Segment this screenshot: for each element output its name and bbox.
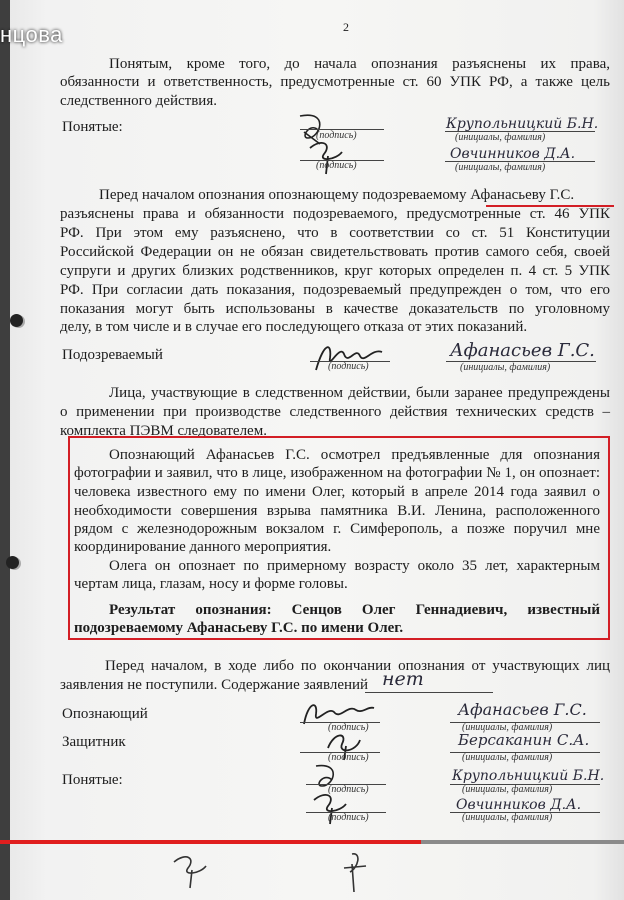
sign-caption-suspect: (подпись): [328, 361, 369, 372]
name-line: [446, 361, 596, 362]
boxed-line-8: чертам лица, глазам, носу и форме головы.: [74, 576, 348, 592]
boxed-line-5: рядом с железнодорожным вокзалом г. Симферополь, а позже поручил мне: [74, 521, 600, 537]
video-progress-bar[interactable]: [0, 840, 624, 844]
boxed-line-6: координирование данного мероприятия.: [74, 539, 332, 555]
signature-bottom-1: [170, 850, 230, 890]
defender-name-handwritten: Берсаканин С.А.: [458, 731, 590, 749]
witness-name-3: Крупольницкий Б.Н.: [452, 768, 605, 784]
para2-line-1-text: Перед началом опознания опознающему подозреваемому: [99, 187, 471, 203]
sign-line: [306, 812, 386, 813]
document-page: [10, 0, 624, 900]
sign-line: [300, 160, 384, 161]
para1-line-2: обязанности и ответственность, предусмотренные ст. 60 УПК РФ, а также цель: [60, 74, 610, 90]
page-number: 2: [343, 20, 349, 34]
suspect-name-handwritten: Афанасьев Г.С.: [450, 340, 595, 361]
name-line: [450, 784, 600, 785]
para2-line-7: показания могут быть использованы в качестве доказательств по уголовному: [60, 301, 610, 317]
boxed-line-1: Опознающий Афанасьев Г.С. осмотрел предъявленные для опознания: [109, 447, 600, 463]
witnesses-label-2: Понятые:: [62, 772, 123, 788]
para2-line-2: разъяснены права и обязанности подозреваемого, предусмотренные ст. 46 УПК: [60, 206, 610, 222]
witness-name-4: Овчинников Д.А.: [456, 797, 582, 813]
name-line: [450, 812, 600, 813]
signature-bottom-2: [336, 850, 376, 896]
witnesses-label: Понятые:: [62, 119, 123, 135]
sign-caption-w3: (подпись): [328, 784, 369, 795]
para3-line-2: о применении при производстве следственного действия технических средств –: [60, 404, 610, 420]
statements-line: [365, 692, 493, 693]
sign-line: [300, 752, 380, 753]
para3-line-1: Лица, участвующие в следственном действии, были заранее предупреждены: [109, 385, 610, 401]
video-title-overlay: нцова: [0, 22, 63, 47]
punch-hole: [10, 314, 23, 327]
para4-line-1: Перед началом, в ходе либо по окончании опознания от участвующих лиц: [105, 658, 610, 674]
name-line: [445, 161, 595, 162]
name-line: [450, 722, 600, 723]
suspect-name-highlight: Афанасьеву Г.С.: [470, 187, 575, 203]
signature-witness-2: [306, 138, 366, 178]
sign-caption-w2: (подпись): [316, 160, 357, 171]
para2-line-3: РФ. При этом ему разъяснено, что в соответствии со ст. 51 Конституции: [60, 225, 610, 241]
para2-line-5: супруги и других близких родственников, круг которых определен п. 4 ст. 5 УПК: [60, 263, 610, 279]
suspect-label: Подозреваемый: [62, 347, 163, 363]
para1-line-1: Понятым, кроме того, до начала опознания разъяснены их права,: [109, 56, 610, 72]
para3-line-3: комплекта ПЭВМ следователем.: [60, 423, 267, 439]
sign-caption-defender: (подпись): [328, 752, 369, 763]
name-line: [450, 752, 600, 753]
witness-name-1: Крупольницкий Б.Н.: [446, 116, 599, 132]
sign-caption-w1: (подпись): [316, 130, 357, 141]
name-caption-w1: (инициалы, фамилия): [455, 132, 546, 143]
boxed-line-3: человека известного ему по имени Олег, который в апреле 2014 года заявил о: [74, 484, 600, 500]
sign-line: [306, 784, 386, 785]
para2-line-4: Российской Федерации он не обязан свидетельствовать против самого себя, своей: [60, 244, 610, 260]
name-caption-defender: (инициалы, фамилия): [462, 752, 553, 763]
name-caption-w3: (инициалы, фамилия): [462, 784, 553, 795]
boxed-line-2: фотографии и заявил, что в лице, изображенном на фотографии № 1, он опознает:: [74, 465, 600, 481]
name-caption-w4: (инициалы, фамилия): [462, 812, 553, 823]
para4-line-2: заявления не поступили. Содержание заявлений: [60, 677, 369, 693]
name-caption-w2: (инициалы, фамилия): [455, 162, 546, 173]
para1-line-3: следственного действия.: [60, 93, 217, 109]
result-line-2: подозреваемому Афанасьеву Г.С. по имени Олег.: [74, 620, 404, 636]
sign-caption-w4: (подпись): [328, 812, 369, 823]
sign-line: [310, 361, 390, 362]
identifier-name-handwritten: Афанасьев Г.С.: [458, 700, 587, 719]
sign-line: [300, 129, 384, 130]
identifier-label: Опознающий: [62, 706, 148, 722]
punch-hole: [6, 556, 19, 569]
sign-caption-identifier: (подпись): [328, 722, 369, 733]
sign-line: [300, 722, 380, 723]
defender-label: Защитник: [62, 734, 126, 750]
boxed-line-7: Олега он опознает по примерному возрасту около 35 лет, характерным: [109, 558, 600, 574]
witness-name-2: Овчинников Д.А.: [450, 146, 576, 162]
name-caption-identifier: (инициалы, фамилия): [462, 722, 553, 733]
para2-line-1: [99, 186, 574, 205]
para2-line-6: РФ. При согласии дать показания, подозреваемый предупрежден о том, что его: [60, 282, 610, 298]
video-progress-fill: [0, 840, 421, 844]
name-caption-suspect: (инициалы, фамилия): [460, 362, 551, 373]
result-line-1: Результат опознания: Сенцов Олег Геннадиевич, известный: [109, 602, 600, 618]
statements-handwritten: нет: [382, 668, 424, 690]
name-line: [445, 131, 595, 132]
para2-line-8: делу, в том числе и в случае его последующего отказа от этих показаний.: [60, 319, 528, 335]
boxed-line-4: необходимости совершения взрыва памятника В.И. Ленина, расположенного: [74, 503, 600, 519]
